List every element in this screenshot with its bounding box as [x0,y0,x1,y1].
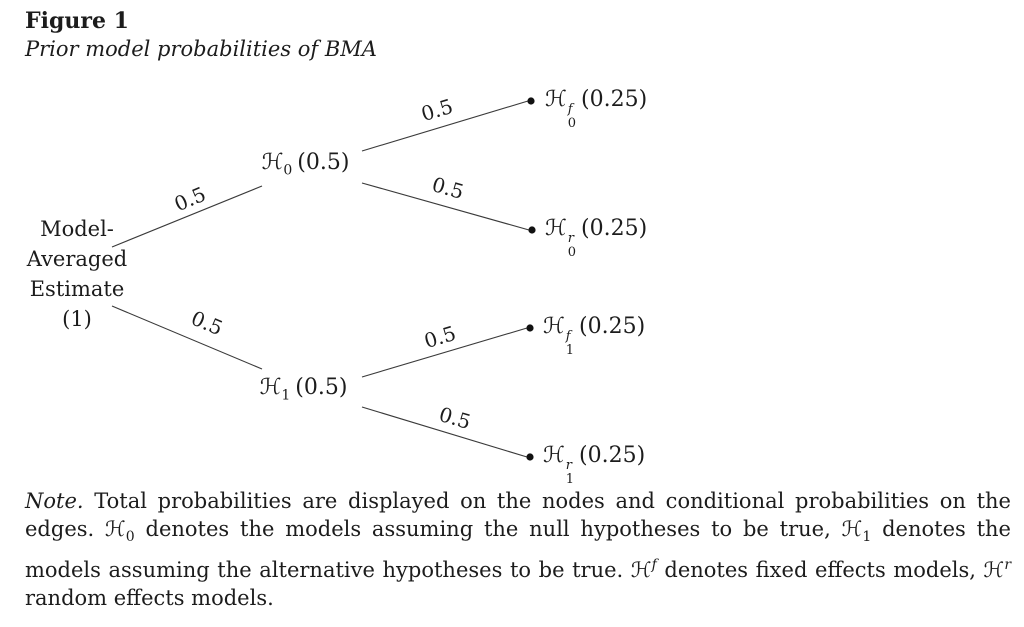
h0f-probability: (0.25) [581,87,648,112]
h1-symbol: ℋ [259,375,282,400]
figure-label: Figure 1 [25,8,129,34]
node-h1 [246,375,361,403]
note-text: denotes fixed effects models, [664,558,976,583]
h1r-superscript: r [565,458,572,473]
note-h1-symbol: ℋ$_1$ [841,517,872,546]
h0-subscript: 0 [283,162,293,179]
h1r-symbol: ℋ [543,443,565,468]
h0r-symbol: ℋ [545,216,567,241]
note-text: denotes the models assuming the null hypotheses to be true, [145,517,831,541]
node-h1r [543,443,645,486]
h0r-probability: (0.25) [581,216,648,241]
leaf-bullet-h0r [528,226,535,233]
edge-label-h1-h1f: 0.5 [421,320,459,354]
edge-label-root-h0: 0.5 [170,181,210,217]
figure-note [25,487,1011,612]
h0r-scripts [568,232,576,259]
h0-symbol: ℋ [261,150,284,175]
h0r-superscript: r [567,231,574,246]
leaf-bullet-h1f [526,324,533,331]
h0-probability: (0.5) [297,150,350,175]
h1-probability: (0.5) [295,375,348,400]
h1r-probability: (0.25) [579,443,646,468]
edge-label-h0-h0r: 0.5 [429,172,467,204]
edge-label-root-h1: 0.5 [187,305,227,341]
h1f-scripts [566,330,574,357]
root-line: Model- [40,217,114,241]
h0f-symbol: ℋ [545,87,567,112]
h0f-superscript: f [567,102,573,117]
root-line: Estimate [29,277,125,301]
h1f-subscript: 1 [565,342,575,358]
note-label: Note. [25,489,84,513]
node-h1f [543,314,645,357]
h1-subscript: 1 [281,387,291,404]
h0f-scripts [568,103,576,130]
node-h0f [545,87,647,130]
note-text: Total probabilities are displayed on the nodes and conditional probabilities on the edges. [25,489,1011,541]
note-text: random effects models. [25,586,274,611]
h0f-subscript: 0 [567,115,577,131]
root-line: Averaged [26,247,128,271]
h1r-scripts [566,459,574,486]
edge-label-h1-h1r: 0.5 [436,401,474,435]
note-hf-symbol: ℋ$^f$ [630,557,657,583]
node-root [15,214,139,334]
h1f-superscript: f [565,329,571,344]
root-line: (1) [62,307,92,331]
node-h0r [545,216,647,259]
note-h0-symbol: ℋ$_0$ [105,517,135,546]
note-text: denotes the models assuming the alternative hypotheses to be true. [25,517,1011,583]
h1f-probability: (0.25) [579,314,646,339]
edge-label-h0-h0f: 0.5 [418,93,456,127]
leaf-bullet-h1r [526,453,533,460]
h1r-subscript: 1 [565,471,575,487]
h0r-subscript: 0 [567,244,577,260]
h1f-symbol: ℋ [543,314,565,339]
node-h0 [248,150,363,178]
leaf-bullet-h0f [527,97,534,104]
figure-caption: Prior model probabilities of BMA [25,37,377,61]
note-hr-symbol: ℋ$^r$ [983,557,1012,583]
